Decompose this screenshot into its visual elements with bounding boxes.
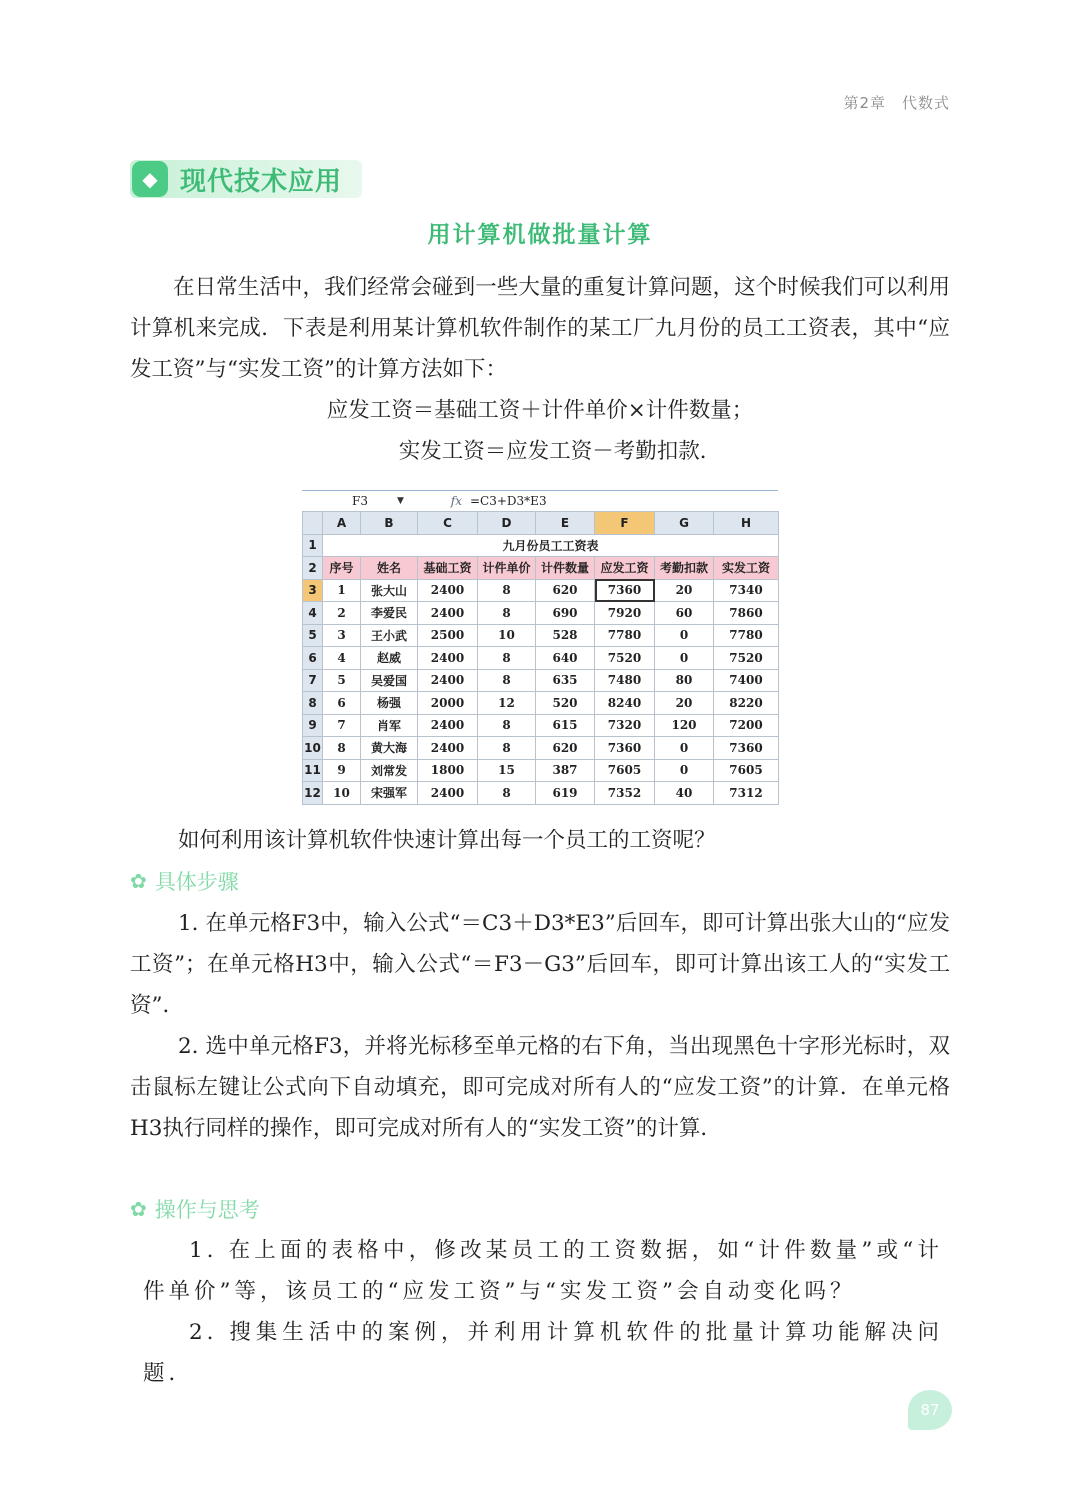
gear-icon: ✿: [130, 869, 147, 893]
data-cell[interactable]: 5: [323, 669, 361, 692]
table-row: [303, 782, 779, 805]
data-cell[interactable]: 8: [478, 737, 536, 760]
data-cell[interactable]: 7520: [714, 647, 779, 670]
data-cell[interactable]: 2000: [418, 692, 478, 715]
data-cell[interactable]: 7920: [595, 602, 655, 625]
data-cell[interactable]: 620: [536, 737, 595, 760]
data-cell[interactable]: 黄大海: [361, 737, 418, 760]
data-cell[interactable]: 8: [478, 647, 536, 670]
row-header-5[interactable]: 5: [303, 624, 323, 647]
data-cell[interactable]: 20: [655, 692, 714, 715]
table-row: [303, 669, 779, 692]
row-header-6[interactable]: 6: [303, 647, 323, 670]
data-cell[interactable]: 60: [655, 602, 714, 625]
table-row: [303, 714, 779, 737]
data-cell[interactable]: 9: [323, 759, 361, 782]
data-cell[interactable]: 8240: [595, 692, 655, 715]
data-cell[interactable]: 8220: [714, 692, 779, 715]
data-cell[interactable]: 3: [323, 624, 361, 647]
data-cell[interactable]: 7360: [714, 737, 779, 760]
select-all-corner[interactable]: [303, 512, 323, 535]
data-cell[interactable]: 2400: [418, 737, 478, 760]
steps-heading-label: 具体步骤: [154, 870, 239, 894]
data-cell[interactable]: 40: [655, 782, 714, 805]
data-cell[interactable]: 20: [655, 579, 714, 602]
table-row: [303, 647, 779, 670]
column-header-d[interactable]: D: [478, 512, 536, 535]
data-cell[interactable]: 宋强军: [361, 782, 418, 805]
data-cell[interactable]: 690: [536, 602, 595, 625]
table-row: [303, 602, 779, 625]
column-header-f[interactable]: F: [595, 512, 655, 535]
think-2: 2. 搜集生活中的案例，并利用计算机软件的批量计算功能解决问题．: [143, 1320, 943, 1386]
data-cell[interactable]: 2400: [418, 647, 478, 670]
data-cell[interactable]: 2400: [418, 782, 478, 805]
field-header-cell[interactable]: 实发工资: [714, 557, 779, 580]
data-cell[interactable]: 6: [323, 692, 361, 715]
data-cell[interactable]: 8: [478, 579, 536, 602]
data-cell[interactable]: 7320: [595, 714, 655, 737]
data-cell[interactable]: 8: [323, 737, 361, 760]
data-cell[interactable]: 120: [655, 714, 714, 737]
intro-paragraph: 在日常生活中，我们经常会碰到一些大量的重复计算问题，这个时候我们可以利用计算机来完成．下表是利用某计算机软件制作的某工厂九月份的员工工资表，其中“应发工资”与“实发工资”的计算方法如下：: [130, 275, 950, 382]
step-1: 1. 在单元格F3中，输入公式“＝C3＋D3*E3”后回车，即可计算出张大山的“应发工资”；在单元格H3中，输入公式“＝F3－G3”后回车，即可计算出该工人的“实发工资”．: [130, 911, 950, 1018]
data-cell[interactable]: 7312: [714, 782, 779, 805]
column-header-b[interactable]: B: [361, 512, 418, 535]
data-cell[interactable]: 528: [536, 624, 595, 647]
row-header-4[interactable]: 4: [303, 602, 323, 625]
data-cell[interactable]: 1: [323, 579, 361, 602]
data-cell[interactable]: 2500: [418, 624, 478, 647]
section-banner: [130, 160, 362, 198]
formula-net-pay: 实发工资＝应发工资－考勤扣款．: [398, 439, 722, 464]
section-icon: ◆: [132, 161, 168, 197]
data-cell[interactable]: 8: [478, 714, 536, 737]
column-header-h[interactable]: H: [714, 512, 779, 535]
column-header-a[interactable]: A: [323, 512, 361, 535]
spreadsheet: [302, 490, 778, 805]
data-cell[interactable]: 7: [323, 714, 361, 737]
data-cell[interactable]: 635: [536, 669, 595, 692]
data-cell[interactable]: 2400: [418, 602, 478, 625]
active-cell-f3[interactable]: 7360: [595, 579, 655, 602]
gear-icon: ✿: [130, 1197, 147, 1221]
data-cell[interactable]: 2400: [418, 669, 478, 692]
data-cell[interactable]: 0: [655, 759, 714, 782]
data-cell[interactable]: 620: [536, 579, 595, 602]
data-cell[interactable]: 7520: [595, 647, 655, 670]
data-cell[interactable]: 7860: [714, 602, 779, 625]
row-header-12[interactable]: 12: [303, 782, 323, 805]
table-row: [303, 692, 779, 715]
data-cell[interactable]: 12: [478, 692, 536, 715]
data-cell[interactable]: 7605: [714, 759, 779, 782]
formula-input[interactable]: =C3+D3*E3: [470, 494, 547, 508]
data-cell[interactable]: 0: [655, 624, 714, 647]
table-row: [303, 759, 779, 782]
data-cell[interactable]: 赵威: [361, 647, 418, 670]
data-cell[interactable]: 7352: [595, 782, 655, 805]
data-cell[interactable]: 2400: [418, 579, 478, 602]
data-cell[interactable]: 7340: [714, 579, 779, 602]
steps-heading: [130, 866, 239, 896]
data-cell[interactable]: 8: [478, 602, 536, 625]
row-header-10[interactable]: 10: [303, 737, 323, 760]
think-1: 1. 在上面的表格中，修改某员工的工资数据，如“计件数量”或“计件单价”等，该员工的“应发工资”与“实发工资”会自动变化吗？: [143, 1238, 943, 1304]
row-header-7[interactable]: 7: [303, 669, 323, 692]
row-header-9[interactable]: 9: [303, 714, 323, 737]
data-cell[interactable]: 2: [323, 602, 361, 625]
data-cell[interactable]: 7780: [714, 624, 779, 647]
data-cell[interactable]: 肖军: [361, 714, 418, 737]
think-heading: [130, 1194, 260, 1224]
data-cell[interactable]: 10: [323, 782, 361, 805]
question-text: 如何利用该计算机软件快速计算出每一个员工的工资呢？: [178, 828, 716, 853]
sheet-row-1: [303, 534, 779, 557]
data-cell[interactable]: 0: [655, 737, 714, 760]
page-number-badge: 87: [908, 1390, 952, 1430]
fx-icon[interactable]: fx: [450, 494, 462, 508]
data-cell[interactable]: 杨强: [361, 692, 418, 715]
chapter-header: 第2章 代数式: [843, 94, 950, 112]
table-row: [303, 624, 779, 647]
field-header-cell[interactable]: 计件数量: [536, 557, 595, 580]
data-cell[interactable]: 7400: [714, 669, 779, 692]
row-header-11[interactable]: 11: [303, 759, 323, 782]
section-banner-title: 现代技术应用: [180, 166, 343, 197]
document-title: 用计算机做批量计算: [427, 222, 653, 248]
data-cell[interactable]: 刘常发: [361, 759, 418, 782]
data-cell[interactable]: 615: [536, 714, 595, 737]
formula-gross-pay: 应发工资＝基础工资＋计件单价×计件数量；: [326, 398, 754, 423]
think-heading-label: 操作与思考: [154, 1198, 260, 1222]
data-cell[interactable]: 7200: [714, 714, 779, 737]
column-header-g[interactable]: G: [655, 512, 714, 535]
data-cell[interactable]: 520: [536, 692, 595, 715]
table-row: [303, 579, 779, 602]
data-cell[interactable]: 619: [536, 782, 595, 805]
data-cell[interactable]: 7360: [595, 737, 655, 760]
data-cell[interactable]: 7780: [595, 624, 655, 647]
sheet-title-cell[interactable]: 九月份员工工资表: [323, 534, 779, 557]
row-header-1[interactable]: 1: [303, 534, 323, 557]
data-cell[interactable]: 7480: [595, 669, 655, 692]
sheet-grid: [302, 511, 779, 805]
data-cell[interactable]: 387: [536, 759, 595, 782]
data-cell[interactable]: 8: [478, 782, 536, 805]
data-cell[interactable]: 0: [655, 647, 714, 670]
data-cell[interactable]: 1800: [418, 759, 478, 782]
data-cell[interactable]: 4: [323, 647, 361, 670]
data-cell[interactable]: 80: [655, 669, 714, 692]
data-cell[interactable]: 吴爱国: [361, 669, 418, 692]
field-header-cell[interactable]: 应发工资: [595, 557, 655, 580]
step-2: 2. 选中单元格F3，并将光标移至单元格的右下角，当出现黑色十字形光标时，双击鼠标左键让公式向下自动填充，即可完成对所有人的“应发工资”的计算．在单元格H3执行同样的操作，即可完成对所有人的“实发工资”的计算．: [130, 1034, 950, 1141]
data-cell[interactable]: 2400: [418, 714, 478, 737]
data-cell[interactable]: 王小武: [361, 624, 418, 647]
data-cell[interactable]: 640: [536, 647, 595, 670]
column-header-row: [303, 512, 779, 535]
field-header-cell[interactable]: 基础工资: [418, 557, 478, 580]
field-header-cell[interactable]: 计件单价: [478, 557, 536, 580]
data-cell[interactable]: 8: [478, 669, 536, 692]
name-box[interactable]: F3: [352, 494, 368, 508]
field-header-cell[interactable]: 序号: [323, 557, 361, 580]
column-header-e[interactable]: E: [536, 512, 595, 535]
field-header-cell[interactable]: 姓名: [361, 557, 418, 580]
data-cell[interactable]: 李爱民: [361, 602, 418, 625]
data-cell[interactable]: 7605: [595, 759, 655, 782]
row-header-2[interactable]: 2: [303, 557, 323, 580]
data-cell[interactable]: 10: [478, 624, 536, 647]
data-cell[interactable]: 张大山: [361, 579, 418, 602]
table-row: [303, 737, 779, 760]
row-header-3[interactable]: 3: [303, 579, 323, 602]
field-header-cell[interactable]: 考勤扣款: [655, 557, 714, 580]
column-header-c[interactable]: C: [418, 512, 478, 535]
formula-bar: [302, 490, 778, 511]
chevron-down-icon[interactable]: ▼: [397, 496, 404, 506]
sheet-row-2: [303, 557, 779, 580]
row-header-8[interactable]: 8: [303, 692, 323, 715]
data-cell[interactable]: 15: [478, 759, 536, 782]
